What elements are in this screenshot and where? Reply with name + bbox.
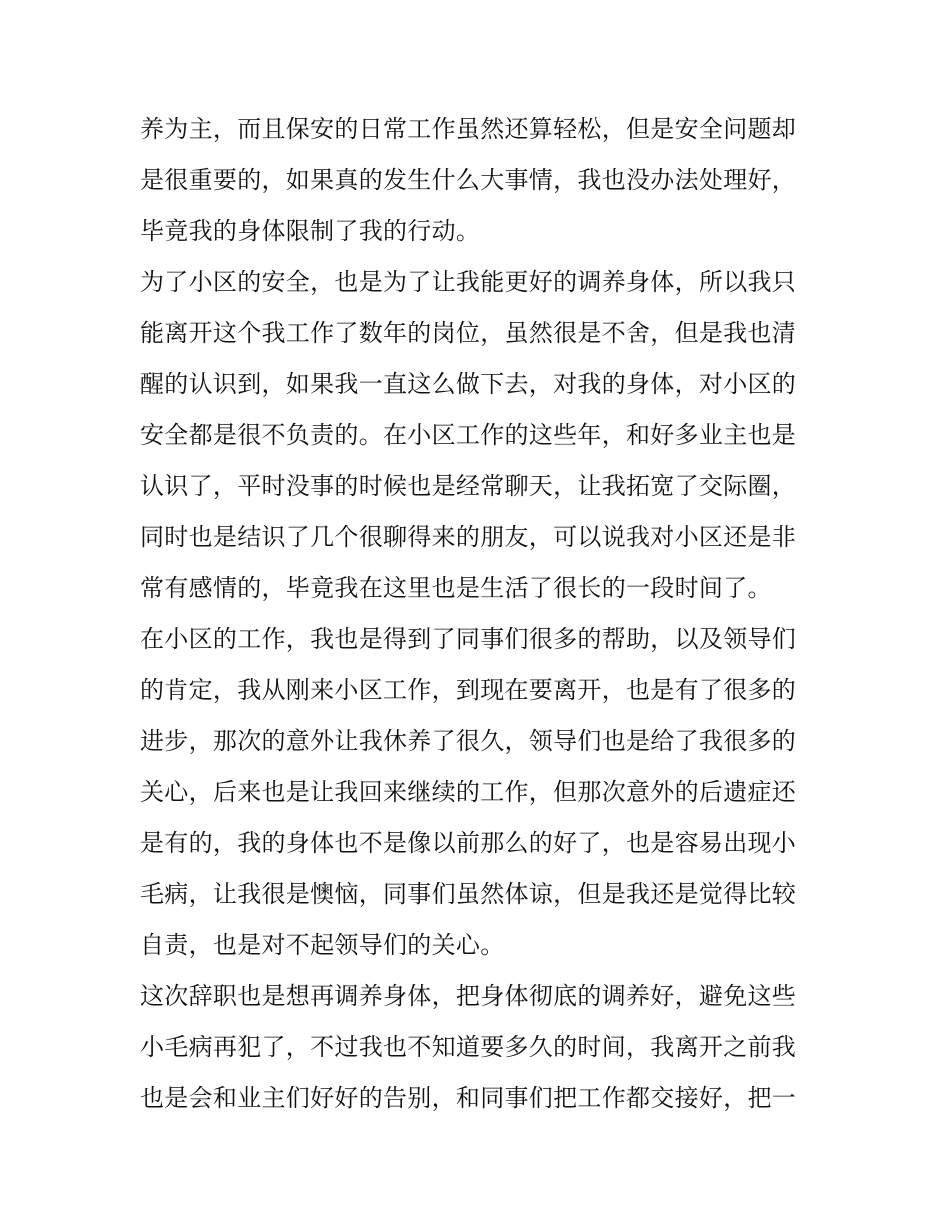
- text-line: 常有感情的，毕竟我在这里也是生活了很长的一段时间了。: [140, 574, 772, 602]
- text-line: 同时也是结识了几个很聊得来的朋友，可以说我对小区还是非: [140, 523, 797, 551]
- text-line: 醒的认识到，如果我一直这么做下去，对我的身体，对小区的: [140, 370, 797, 398]
- text-line: 养为主，而且保安的日常工作虽然还算轻松，但是安全问题却: [140, 115, 797, 143]
- text-line: 也是会和业主们好好的告别，和同事们把工作都交接好，把一: [140, 1084, 797, 1112]
- text-line: 能离开这个我工作了数年的岗位，虽然很是不舍，但是我也清: [140, 319, 797, 347]
- text-line: 为了小区的安全，也是为了让我能更好的调养身体，所以我只: [140, 268, 797, 296]
- text-line: 在小区的工作，我也是得到了同事们很多的帮助，以及领导们: [140, 625, 797, 653]
- text-line: 关心，后来也是让我回来继续的工作，但那次意外的后遗症还: [140, 778, 797, 806]
- text-line: 自责，也是对不起领导们的关心。: [140, 931, 505, 959]
- text-line: 小毛病再犯了，不过我也不知道要多久的时间，我离开之前我: [140, 1033, 797, 1061]
- text-line: 认识了，平时没事的时候也是经常聊天，让我拓宽了交际圈，: [140, 472, 797, 500]
- text-line: 是很重要的，如果真的发生什么大事情，我也没办法处理好，: [140, 166, 797, 194]
- text-line: 的肯定，我从刚来小区工作，到现在要离开，也是有了很多的: [140, 676, 797, 704]
- text-line: 这次辞职也是想再调养身体，把身体彻底的调养好，避免这些: [140, 982, 797, 1010]
- text-line: 安全都是很不负责的。在小区工作的这些年，和好多业主也是: [140, 421, 797, 449]
- body-text: [140, 104, 820, 1124]
- text-line: 进步，那次的意外让我休养了很久，领导们也是给了我很多的: [140, 727, 797, 755]
- text-line: 毛病，让我很是懊恼，同事们虽然体谅，但是我还是觉得比较: [140, 880, 797, 908]
- text-line: 毕竟我的身体限制了我的行动。: [140, 217, 481, 245]
- text-line: 是有的，我的身体也不是像以前那么的好了，也是容易出现小: [140, 829, 797, 857]
